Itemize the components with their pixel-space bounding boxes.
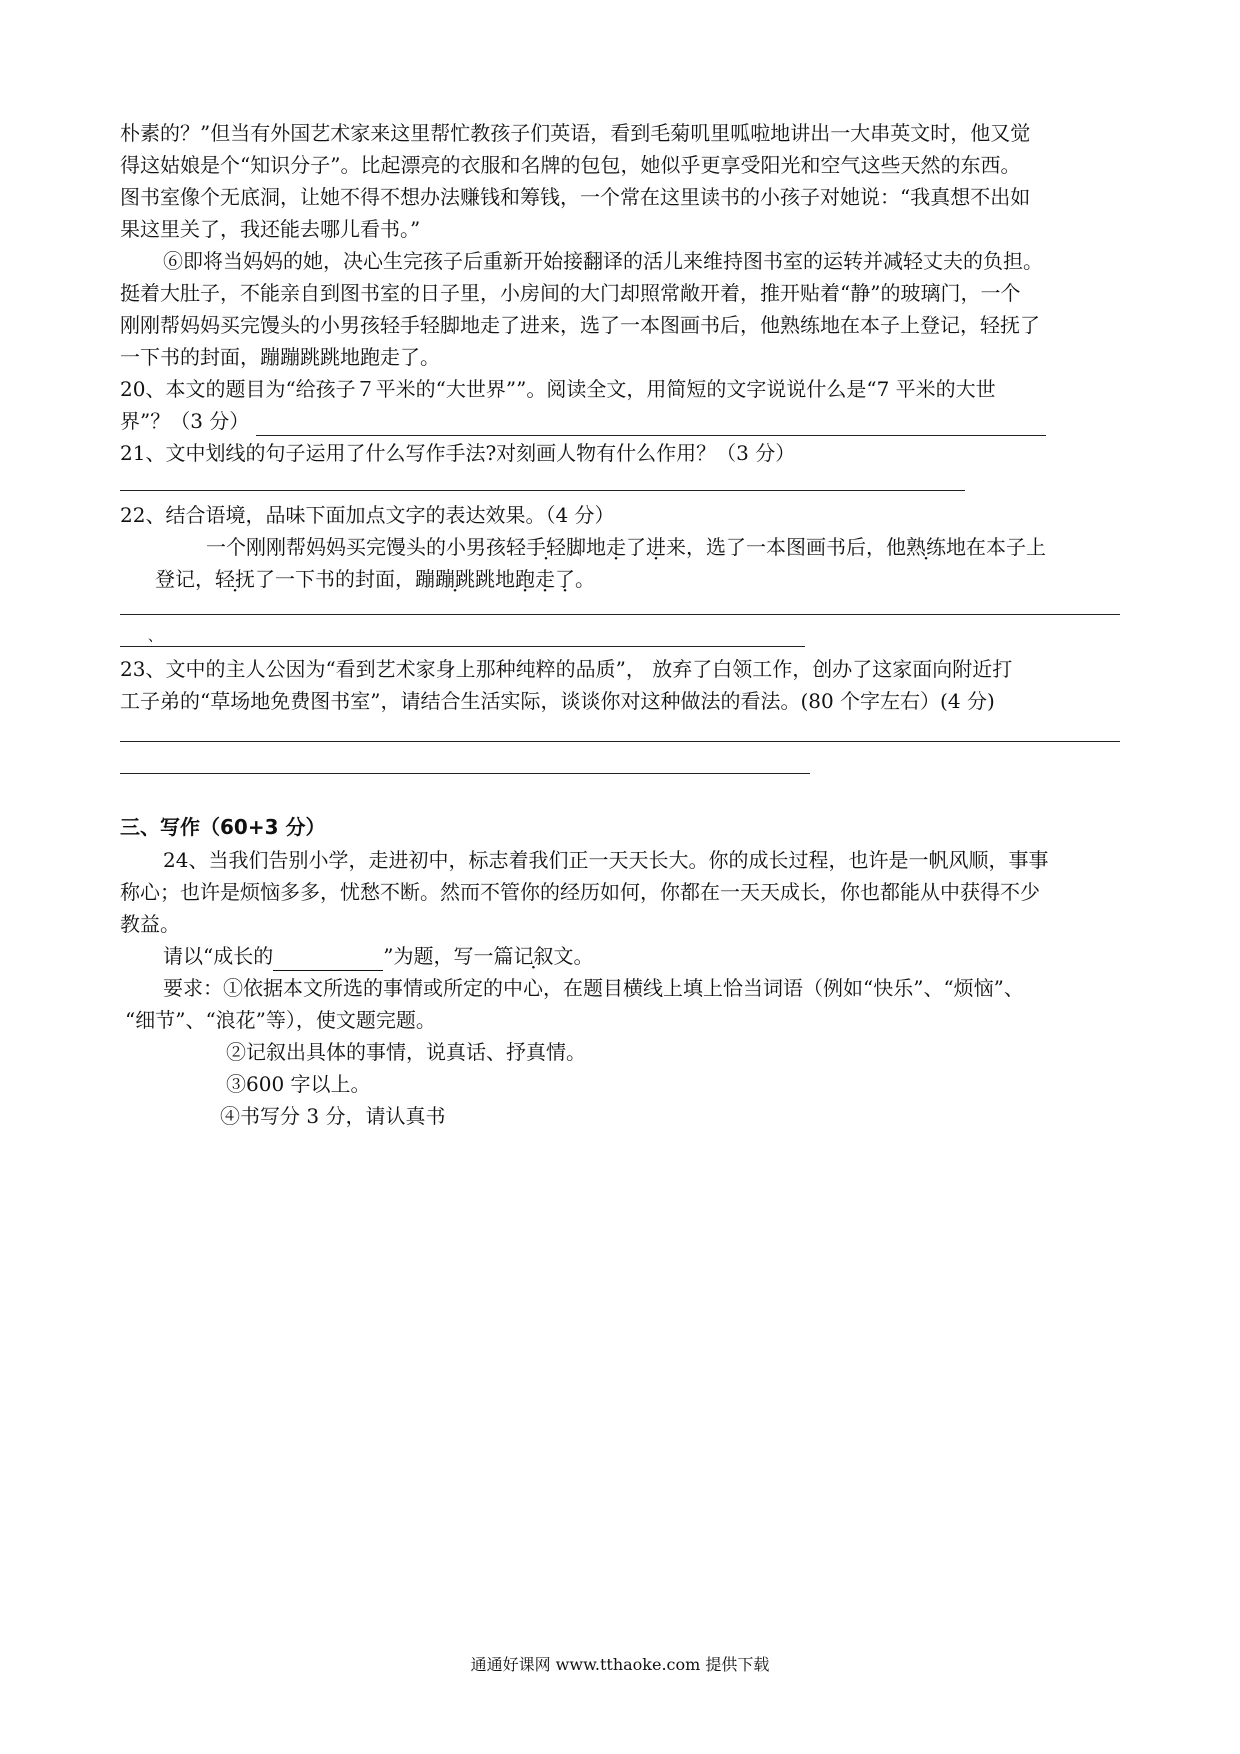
quote-text: 登记，: [155, 567, 215, 591]
quote-text: 。: [575, 567, 595, 591]
answer-line-q23-2[interactable]: [120, 773, 810, 774]
question-21-line-1: 21、文中划线的句子运用了什么写作手法?对刻画人物有什么作用？（3 分）: [120, 441, 796, 465]
stray-mark: 、: [148, 629, 162, 645]
quote-text: 来，选了一本图画书后，他: [666, 535, 906, 559]
dotted-text: 记叙: [513, 944, 554, 968]
question-20-line-2: [120, 406, 1046, 436]
dotted-text: 走: [606, 535, 626, 559]
dotted-text: 轻抚: [215, 567, 255, 591]
answer-line-q21[interactable]: [120, 490, 965, 491]
question-24-line-3: 教益。: [120, 912, 180, 936]
paragraph-6-line-1: ⑥即将当妈妈的她，决心生完孩子后重新开始接翻译的活儿来维持图书室的运转并减轻丈夫的负担。: [163, 249, 1043, 273]
passage-line-3: 图书室像个无底洞，让她不得不想办法赚钱和筹钱，一个常在这里读书的小孩子对她说：“我真想不出如: [120, 185, 1031, 209]
paragraph-6-line-3: 刚刚帮妈妈买完馒头的小男孩轻手轻脚地走了进来，选了一本图画书后，他熟练地在本子上登记，轻抚了: [120, 313, 1040, 337]
question-22-quote-line-2: [155, 564, 595, 594]
writing-prompt: [163, 941, 593, 971]
answer-line-q23-1[interactable]: [120, 741, 1120, 742]
prompt-text: 请以“成长的: [163, 944, 274, 968]
section-heading-writing: 三、写作（60+3 分）: [120, 815, 326, 839]
dotted-text: 蹦蹦跳跳: [415, 567, 495, 591]
question-20-line-1: 20、本文的题目为“给孩子７平米的“大世界””。阅读全文，用简短的文字说说什么是“7 平米的大世: [120, 377, 996, 401]
question-20-text: 界”？（3 分）: [120, 409, 250, 433]
dotted-text: 了: [555, 567, 575, 591]
prompt-text: ”为题，写一篇: [383, 944, 514, 968]
question-22-quote-line-1: [206, 532, 1046, 562]
requirement-1-line-2: “细节”、“浪花”等），使文题完题。: [125, 1008, 436, 1032]
passage-line-2: 得这姑娘是个“知识分子”。比起漂亮的衣服和名牌的包包，她似乎更享受阳光和空气这些天然的东西。: [120, 153, 1021, 177]
answer-line-q22-2[interactable]: [120, 646, 805, 647]
quote-text: 了: [626, 535, 646, 559]
answer-line-q22-1[interactable]: [120, 614, 1120, 615]
passage-line-4: 果这里关了，我还能去哪儿看书。”: [120, 217, 421, 241]
prompt-text: 文。: [553, 944, 594, 968]
page-footer: 通通好课网 www.tthaoke.com 提供下载: [470, 1655, 770, 1674]
requirement-1-line-1: 要求：①依据本文所选的事情或所定的中心，在题目横线上填上恰当词语（例如“快乐”、“烦恼”、: [163, 976, 1024, 1000]
question-22-line-1: 22、结合语境，品味下面加点文字的表达效果。（4 分）: [120, 503, 615, 527]
answer-line-q20[interactable]: [256, 415, 1046, 436]
question-23-line-1: 23、文中的主人公因为“看到艺术家身上那种纯粹的品质”， 放弃了白领工作，创办了这家面向附近打: [120, 657, 1013, 681]
question-24-line-1: 24、当我们告别小学，走进初中，标志着我们正一天天长大。你的成长过程，也许是一帆风顺，事事: [163, 848, 1049, 872]
passage-line-1: 朴素的？”但当有外国艺术家来这里帮忙教孩子们英语，看到毛菊叽里呱啦地讲出一大串英文时，他又觉: [120, 121, 1031, 145]
paragraph-6-line-4: 一下书的封面，蹦蹦跳跳地跑走了。: [120, 345, 440, 369]
dotted-text: 走: [535, 567, 555, 591]
dotted-text: 进: [646, 535, 666, 559]
title-blank[interactable]: [273, 948, 383, 971]
question-24-line-2: 称心；也许是烦恼多多，忧愁不断。然而不管你的经历如何，你都在一天天成长，你也都能从中获得不少: [120, 880, 1040, 904]
requirement-3: ③600 字以上。: [226, 1072, 371, 1096]
requirement-2: ②记叙出具体的事情，说真话、抒真情。: [226, 1040, 586, 1064]
question-23-line-2: 工子弟的“草场地免费图书室”，请结合生活实际，谈谈你对这种做法的看法。(80 个字左右）(4 分): [120, 689, 995, 713]
quote-text: 一个刚刚帮妈妈买完馒头的小男孩: [206, 535, 506, 559]
quote-text: 了一下书的封面，: [255, 567, 415, 591]
paragraph-6-line-2: 挺着大肚子，不能亲自到图书室的日子里，小房间的大门却照常敞开着，推开贴着“静”的玻璃门，一个: [120, 281, 1021, 305]
dotted-text: 跑: [515, 567, 535, 591]
quote-text: 地: [586, 535, 606, 559]
dotted-text: 轻手轻脚: [506, 535, 586, 559]
quote-text: 地在本子上: [946, 535, 1046, 559]
dotted-text: 熟练: [906, 535, 946, 559]
quote-text: 地: [495, 567, 515, 591]
requirement-4: ④书写分 3 分，请认真书: [220, 1104, 446, 1128]
